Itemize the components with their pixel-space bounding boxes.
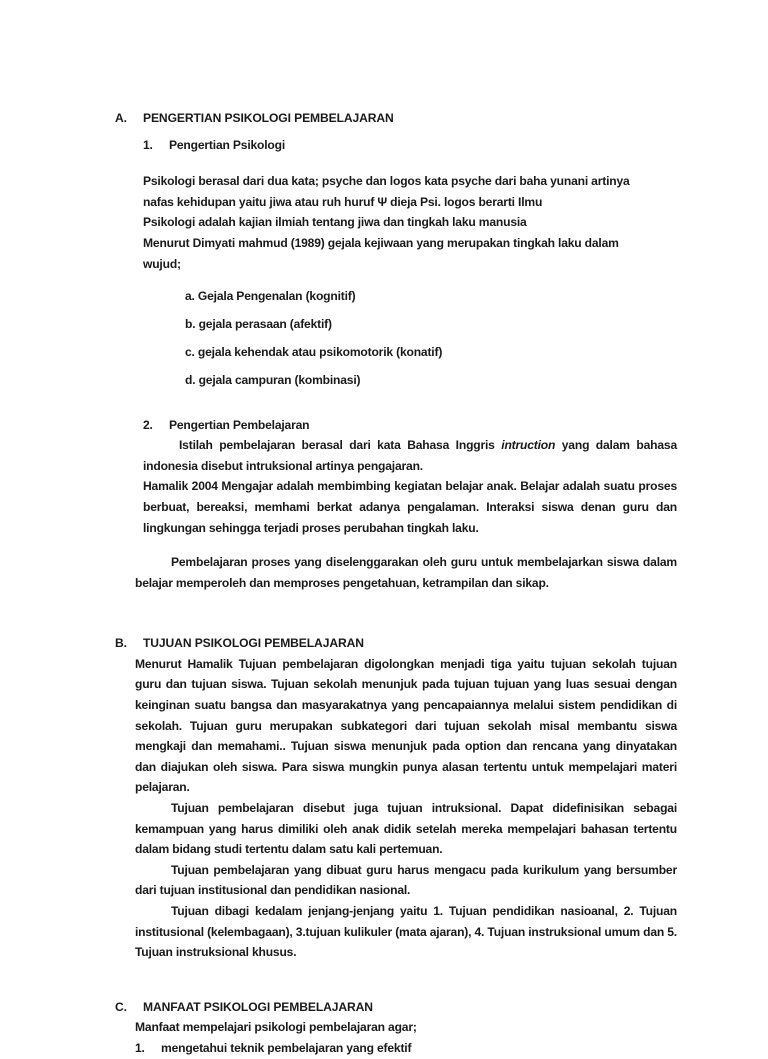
- manfaat-item-1-marker: 1.: [135, 1040, 145, 1055]
- section-title-b: TUJUAN PSIKOLOGI PEMBELAJARAN: [143, 636, 364, 651]
- definition-line: Menurut Dimyati mahmud (1989) gejala kejiwaan yang merupakan tingkah laku dalam: [143, 235, 619, 250]
- definition-line: wujud;: [143, 256, 181, 271]
- paragraph-tujuan-2: Tujuan pembelajaran disebut juga tujuan intruksional. Dapat didefinisikan sebagai kemampuan yang harus dimiliki oleh anak didik setelah mereka mempelajari bahasan tertentu dalam bidang studi tertentu dalam satu kali pertemuan.: [135, 801, 677, 857]
- section-title-a: PENGERTIAN PSIKOLOGI PEMBELAJARAN: [143, 111, 394, 125]
- definition-lines-block: [143, 171, 677, 274]
- definition-line: nafas kehidupan yaitu jiwa atau ruh huruf Ψ dieja Psi. logos berarti Ilmu: [143, 194, 543, 209]
- pembelajaran-proses-block: [135, 552, 677, 593]
- section-marker-a: A.: [115, 111, 127, 125]
- paragraph-manfaat-intro: Manfaat mempelajari psikologi pembelajaran agar;: [135, 1020, 417, 1035]
- section-marker-c: C.: [115, 999, 127, 1014]
- manfaat-item-1: [135, 1038, 677, 1059]
- paragraph-tujuan-4: Tujuan dibagi kedalam jenjang-jenjang yaitu 1. Tujuan pendidikan nasioanal, 2. Tujuan institusional (kelembagaan), 3.tujuan kulikuler (mata ajaran), 4. Tujuan instruksional umum dan 5. Tujuan instruksional khusus.: [135, 904, 677, 960]
- tujuan-body: [135, 654, 677, 963]
- paragraph-istilah-post: yang dalam bahasa indonesia disebut intruksional artinya pengajaran.: [143, 438, 677, 473]
- subsection-title-a2: Pengertian Pembelajaran: [169, 417, 310, 432]
- section-marker-b: B.: [115, 636, 127, 651]
- gejala-list: [185, 286, 677, 391]
- section-heading-a: [115, 108, 677, 129]
- list-item: a. Gejala Pengenalan (kognitif): [185, 289, 356, 304]
- subsection-heading-a2: [143, 415, 677, 436]
- paragraph-istilah-pre: Istilah pembelajaran berasal dari kata Bahasa Inggris: [179, 438, 502, 453]
- section-title-c: MANFAAT PSIKOLOGI PEMBELAJARAN: [143, 999, 373, 1014]
- subsection-marker-a1: 1.: [143, 137, 153, 152]
- list-item: b. gejala perasaan (afektif): [185, 317, 332, 332]
- subsection-title-a1: Pengertian Psikologi: [169, 137, 286, 152]
- definition-line: Psikologi berasal dari dua kata; psyche dan logos kata psyche dari baha yunani artinya: [143, 174, 630, 189]
- definition-line: Psikologi adalah kajian ilmiah tentang jiwa dan tingkah laku manusia: [143, 215, 527, 230]
- paragraph-tujuan-1: Menurut Hamalik Tujuan pembelajaran digolongkan menjadi tiga yaitu tujuan sekolah tujuan guru dan tujuan siswa. Tujuan sekolah menunjuk pada tujuan tujuan yang luas sesuai dengan keinginan suatu bangsa dan masyarakatnya yang pencapaiannya melalui sistem pendidikan di sekolah. Tujuan guru merupakan subkategori dari tujuan sekolah misal membantu siswa mengkaji dan memahami.. Tujuan siswa menunjuk pada option dan rencana yang dinyatakan dan diajukan oleh siswa. Para siswa mungkin punya alasan tertentu untuk mempelajari materi pelajaran.: [135, 656, 677, 795]
- paragraph-hamalik: Hamalik 2004 Mengajar adalah membimbing kegiatan belajar anak. Belajar adalah suatu proses berbuat, bereaksi, memhami berkat adanya pengalaman. Interaksi siswa denan guru dan lingkungan sehingga terjadi proses perubahan tingkah laku.: [143, 479, 677, 535]
- list-item: d. gejala campuran (kombinasi): [185, 373, 361, 388]
- paragraph-pembelajaran-proses: Pembelajaran proses yang diselenggarakan oleh guru untuk membelajarkan siswa dalam belajar memperoleh dan memproses pengetahuan, ketrampilan dan sikap.: [135, 555, 677, 590]
- manfaat-item-1-text: mengetahui teknik pembelajaran yang efektif: [161, 1040, 412, 1055]
- subsection-marker-a2: 2.: [143, 417, 153, 432]
- italic-term-intruction: intruction: [501, 438, 556, 453]
- section-heading-b: [115, 633, 677, 654]
- paragraph-istilah: [143, 435, 677, 476]
- subsection-heading-a1: [143, 135, 677, 156]
- manfaat-body: [135, 1017, 677, 1038]
- pembelajaran-body: [143, 435, 677, 552]
- list-item: c. gejala kehendak atau psikomotorik (konatif): [185, 345, 443, 360]
- section-heading-c: [115, 997, 677, 1018]
- paragraph-tujuan-3: Tujuan pembelajaran yang dibuat guru harus mengacu pada kurikulum yang bersumber dari tujuan institusional dan pendidikan nasional.: [135, 862, 677, 898]
